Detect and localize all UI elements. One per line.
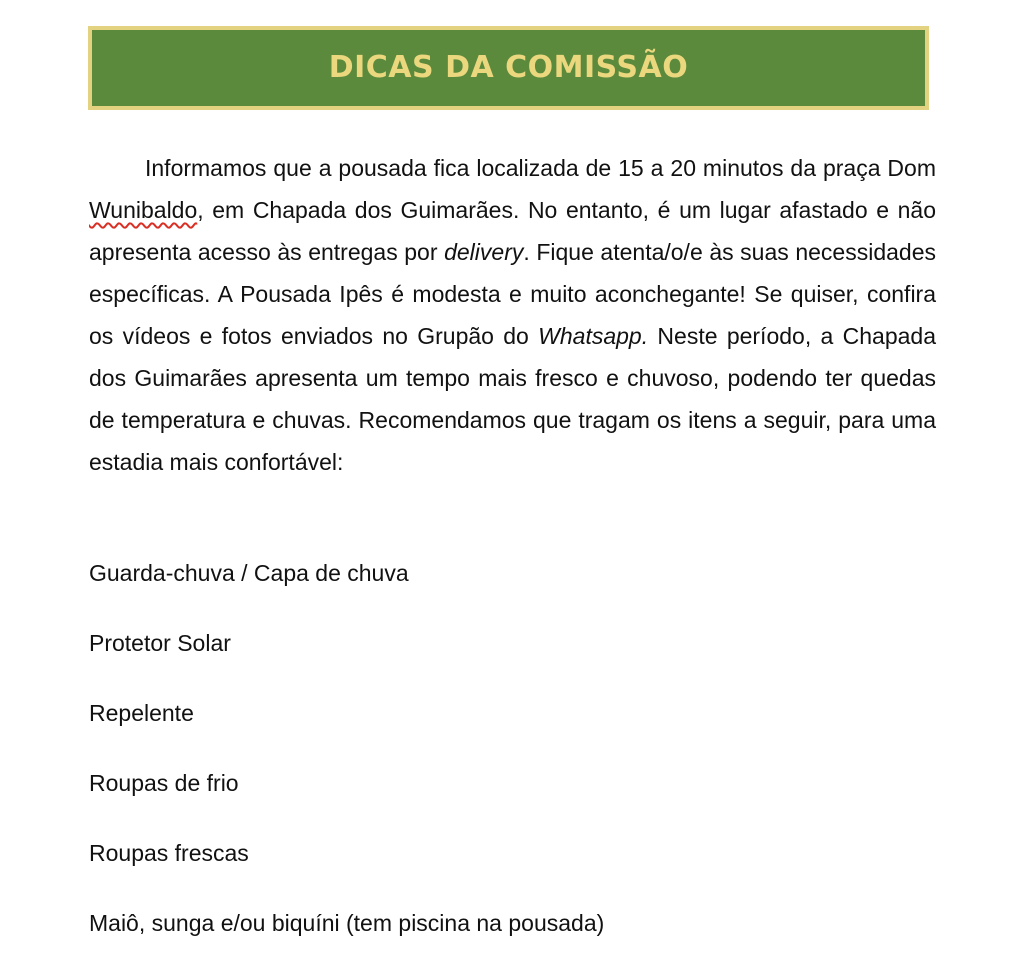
paragraph-text-2: , em Chapada dos Guimarães. No entanto, é um lugar afastado e não apresenta acesso às entregas por [89, 197, 936, 265]
list-item: Protetor Solar [89, 630, 231, 656]
list-item: Roupas frescas [89, 840, 249, 866]
list-item: Roupas de frio [89, 770, 239, 796]
items-list [89, 553, 604, 973]
list-item: Repelente [89, 700, 194, 726]
paragraph-text-4: Neste período, a Chapada dos Guimarães apresenta um tempo mais fresco e chuvoso, podendo ter quedas de temperatura e chuvas. Recomendamos que tragam os itens a seguir, para uma estadia mais confortável: [89, 323, 936, 475]
info-paragraph [89, 147, 936, 483]
section-banner [88, 26, 929, 110]
list-item: Maiô, sunga e/ou biquíni (tem piscina na pousada) [89, 910, 605, 936]
italic-whatsapp: Whatsapp. [538, 323, 649, 349]
section-title: DICAS DA COMISSÃO [328, 50, 689, 85]
paragraph-text-1: Informamos que a pousada fica localizada de 15 a 20 minutos da praça Dom [145, 155, 936, 181]
misspelled-word[interactable]: Wunibaldo [89, 197, 198, 223]
paragraph-text-3: . Fique atenta/o/e às suas necessidades específicas. A Pousada Ipês é modesta e muito aconchegante! Se quiser, confira os vídeos e fotos enviados no Grupão do [89, 239, 936, 349]
list-item: Guarda-chuva / Capa de chuva [89, 560, 409, 586]
italic-delivery: delivery [444, 239, 524, 265]
